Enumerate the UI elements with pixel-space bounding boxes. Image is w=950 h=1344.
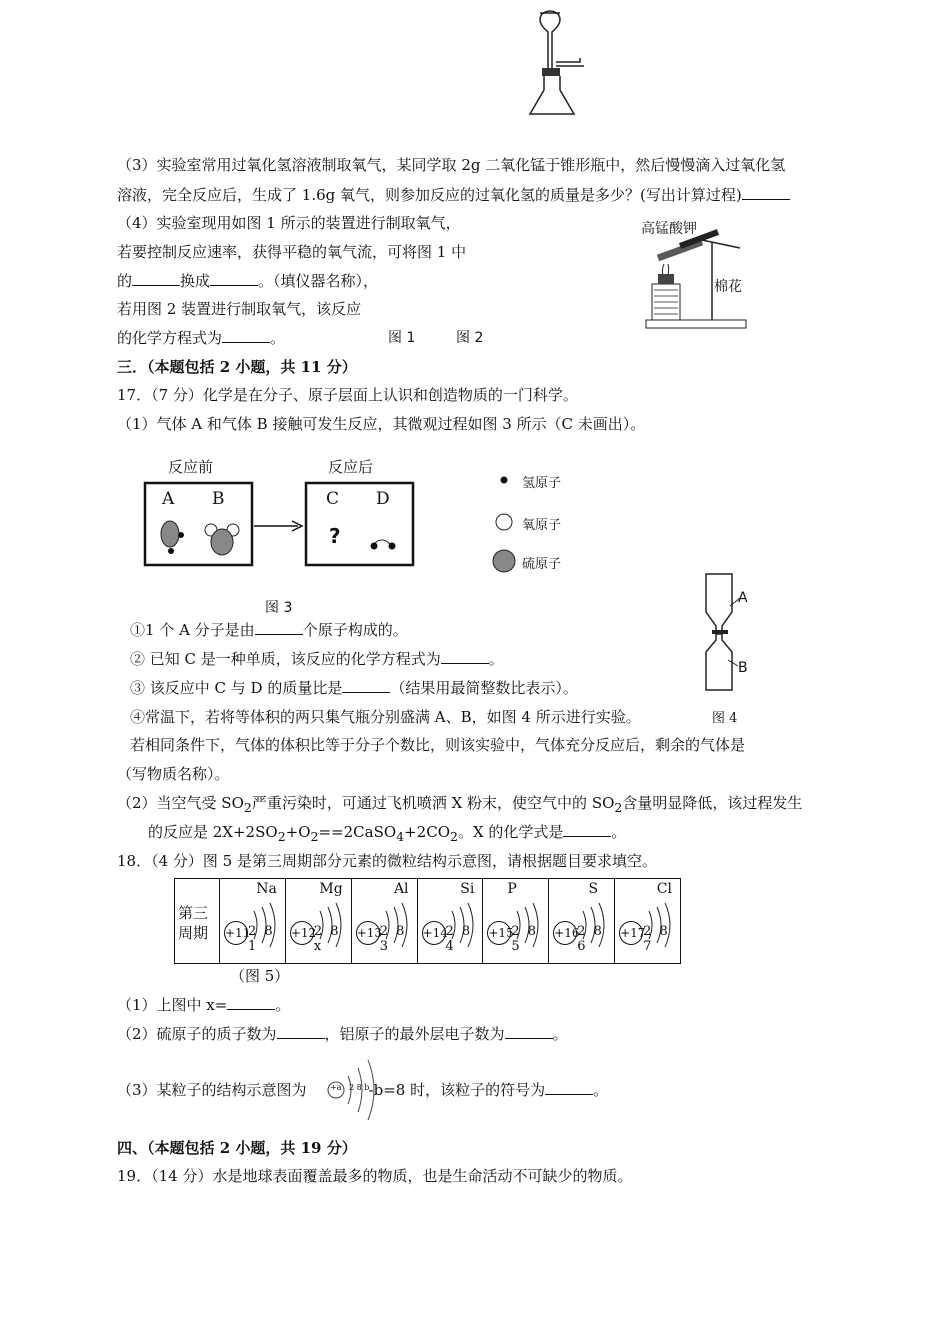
shell-electrons: 2 8 4 — [445, 924, 473, 954]
shell-electrons: 2 8 3 — [379, 924, 407, 954]
element-symbol: Al — [393, 881, 409, 897]
q16-p4-line4: 若用图 2 装置进行制取氧气，该反应 — [117, 300, 362, 318]
nucleus: +11 — [224, 921, 248, 945]
element-cell — [351, 879, 417, 964]
fig4-label-a: A — [738, 590, 748, 606]
element-symbol: Na — [256, 881, 277, 897]
fig2-label-cotton: 棉花 — [714, 279, 742, 295]
answer-blank[interactable] — [227, 995, 275, 1010]
fig3-label-a: A — [162, 489, 175, 509]
q17-s2: ② 已知 C 是一种单质，该反应的化学方程式为 。 — [130, 650, 504, 668]
fig3-legend — [490, 470, 520, 580]
q17-s4-end: （写物质名称）。 — [117, 765, 230, 783]
section3-title: 三．（本题包括 2 小题，共 11 分） — [117, 358, 357, 376]
legend-oxygen: 氧原子 — [522, 518, 562, 533]
fig4-label-b: B — [738, 660, 748, 676]
fig2-label-kmno4: 高锰酸钾 — [641, 221, 697, 237]
answer-blank[interactable] — [222, 328, 270, 343]
answer-blank[interactable] — [441, 649, 489, 664]
legend-sulfur: 硫原子 — [522, 557, 562, 572]
q17-intro: 17．（7 分）化学是在分子、原子层面上认识和创造物质的一门科学。 — [117, 386, 578, 404]
q16-p4-line3: 的 换成 。（填仪器名称）， — [117, 272, 379, 290]
element-symbol: P — [507, 881, 517, 897]
q19-intro: 19．（14 分）水是地球表面覆盖最多的物质，也是生命活动不可缺少的物质。 — [117, 1167, 633, 1185]
answer-blank[interactable] — [342, 678, 390, 693]
element-symbol: Si — [460, 881, 475, 897]
element-symbol: S — [588, 881, 599, 897]
period3-structure-table — [174, 878, 681, 964]
fig5-caption: （图 5） — [230, 967, 290, 985]
shell-electrons: 2 8 x — [313, 924, 341, 954]
q16-p3-line2: 溶液，完全反应后，生成了 1.6g 氧气，则参加反应的过氧化氢的质量是多少？(写出计算过程) — [117, 185, 790, 205]
period-label-cell — [175, 879, 220, 964]
q17-s3: ③ 该反应中 C 与 D 的质量比是 （结果用最简整数比表示）。 — [130, 679, 578, 697]
q16-p4-line5: 的化学方程式为 。 — [117, 329, 286, 347]
section4-title: 四、（本题包括 2 小题，共 19 分） — [117, 1139, 357, 1157]
q18-s3: （3）某粒子的结构示意图为 -b=8 时，该粒子的符号为 。 — [117, 1081, 609, 1099]
nucleus: +17 — [619, 921, 643, 945]
q17-p1: （1）气体 A 和气体 B 接触可发生反应，其微观过程如图 3 所示（C 未画出）。 — [117, 415, 646, 433]
fig3-label-c: C — [326, 489, 340, 509]
nucleus: +16 — [553, 921, 577, 945]
element-symbol: Cl — [656, 881, 672, 897]
answer-blank[interactable] — [255, 620, 303, 635]
element-cell — [615, 879, 681, 964]
nucleus: +12 — [290, 921, 314, 945]
element-cell — [549, 879, 615, 964]
answer-blank[interactable] — [505, 1024, 553, 1039]
q17-s4-cont: 若相同条件下，气体的体积比等于分子个数比，则该实验中，气体充分反应后，剩余的气体是 — [130, 736, 746, 754]
nucleus: +13 — [356, 921, 380, 945]
answer-blank[interactable] — [132, 271, 180, 286]
nucleus: +14 — [422, 921, 446, 945]
shell-electrons: 2 8 1 — [248, 924, 275, 954]
q17-p2-line2: 的反应是 $2X+2SO_2+O_2==2CaSO_4+2CO_2$。X 的化学式是 。 — [148, 823, 627, 844]
fig1-caption: 图 1 — [388, 330, 416, 346]
fig3-before-label: 反应前 — [168, 458, 214, 476]
nucleus: +15 — [487, 921, 511, 945]
ion-shells: 2 8 b — [349, 1083, 370, 1092]
q16-p4-line2: 若要控制反应速率，获得平稳的氧气流，可将图 1 中 — [117, 243, 467, 261]
q18-s1: （1）上图中 x= 。 — [117, 996, 291, 1014]
funnel-flask-figure — [520, 8, 590, 120]
legend-hydrogen: 氢原子 — [522, 476, 562, 491]
period-label-2: 周期 — [178, 924, 209, 942]
element-cell — [483, 879, 549, 964]
q17-s1: ①1 个 A 分子是由 个原子构成的。 — [130, 621, 408, 639]
answer-blank[interactable] — [545, 1080, 593, 1095]
q16-p3-line1: （3）实验室常用过氧化氢溶液制取氧气，某同学取 2g 二氧化锰于锥形瓶中，然后慢慢滴入过氧化氢 — [117, 156, 786, 174]
fig3-caption: 图 3 — [265, 600, 293, 616]
fig3-label-b: B — [212, 489, 225, 509]
answer-blank[interactable] — [277, 1024, 325, 1039]
q18-s2: （2）硫原子的质子数为 ，铝原子的最外层电子数为 。 — [117, 1025, 568, 1043]
q17-s4: ④常温下，若将等体积的两只集气瓶分别盛满 A、B，如图 4 所示进行实验。 — [130, 708, 641, 726]
fig2-caption: 图 2 — [456, 330, 484, 346]
element-cell — [285, 879, 351, 964]
shell-electrons: 2 8 5 — [511, 924, 539, 954]
element-symbol: Mg — [319, 881, 343, 897]
answer-blank[interactable] — [742, 185, 790, 200]
shell-electrons: 2 8 7 — [643, 924, 670, 954]
answer-blank[interactable] — [563, 822, 611, 837]
q18-intro: 18．（4 分）图 5 是第三周期部分元素的微粒结构示意图，请根据题目要求填空。 — [117, 852, 657, 870]
q16-p4-line1: （4）实验室现用如图 1 所示的装置进行制取氧气， — [117, 214, 461, 232]
q17-p2-line1: （2）当空气受 $SO_2$严重污染时，可通过飞机喷洒 X 粉末，使空气中的 $SO_2$含量明显降低，该过程发生 — [117, 794, 803, 815]
fig3-after-label: 反应后 — [328, 458, 374, 476]
fig3-unknown-mark: ? — [329, 524, 341, 548]
answer-blank[interactable] — [210, 271, 258, 286]
ion-nucleus: +a — [330, 1083, 342, 1092]
element-cell — [220, 879, 286, 964]
period-label-1: 第三 — [178, 904, 209, 922]
fig4-caption: 图 4 — [712, 711, 738, 726]
element-cell — [417, 879, 483, 964]
fig3-label-d: D — [376, 489, 390, 509]
shell-electrons: 2 8 6 — [577, 924, 604, 954]
